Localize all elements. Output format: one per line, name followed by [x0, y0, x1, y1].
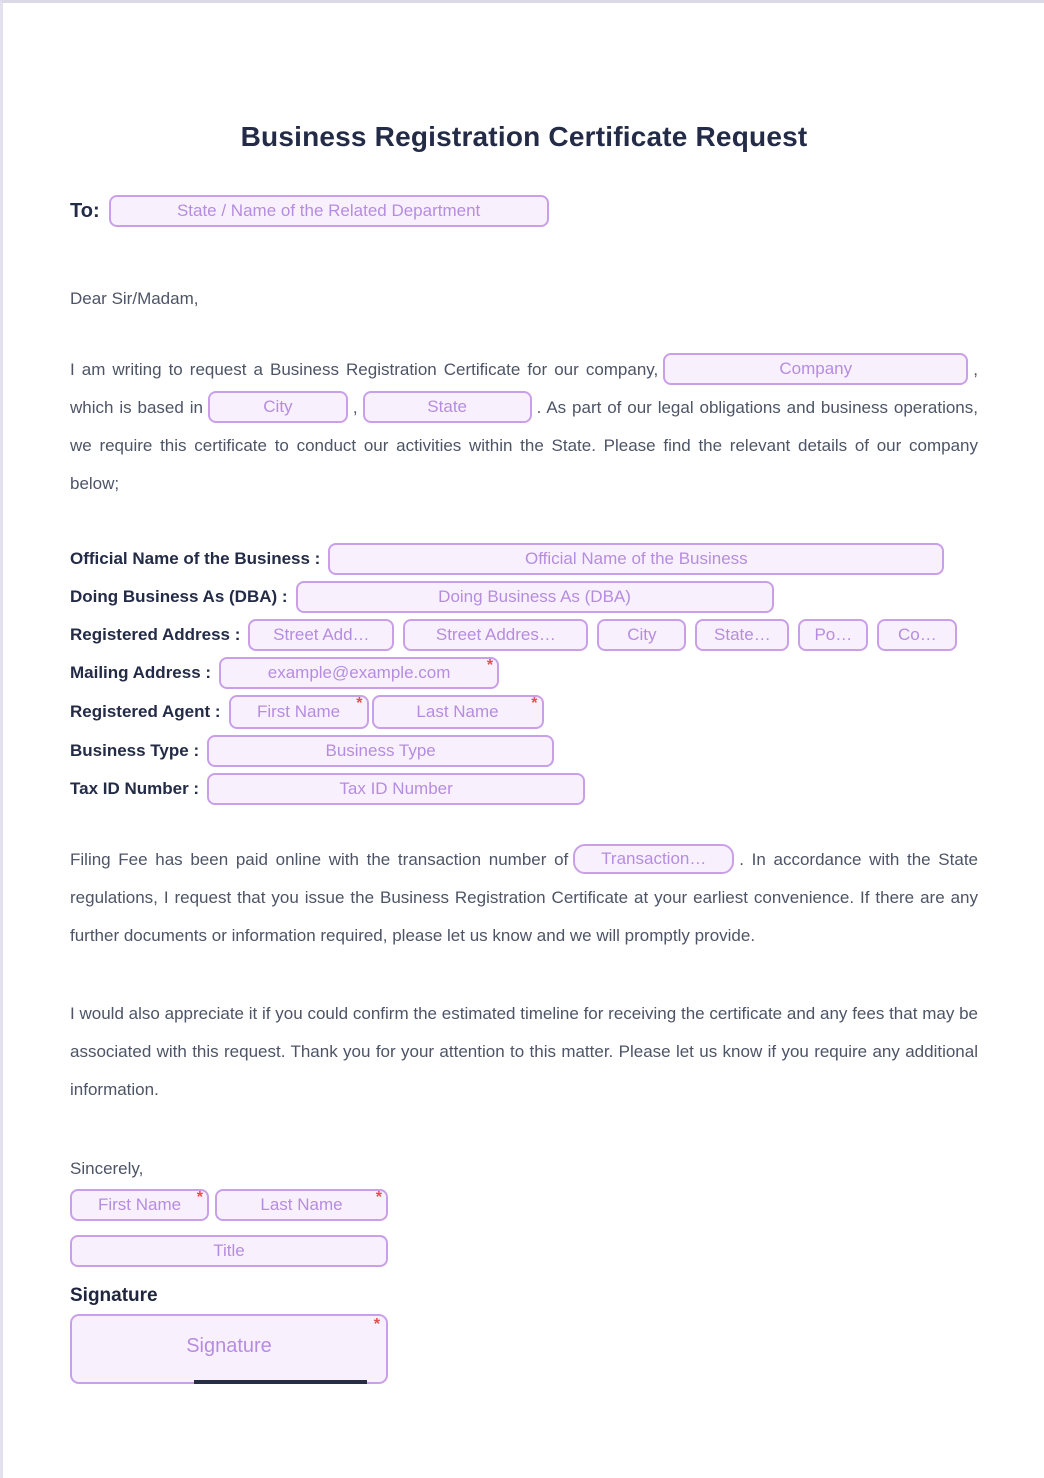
paragraph-filing-fee-lead: Filing Fee has been paid online with the transaction number of — [70, 850, 569, 869]
signer-first-name-wrap — [70, 1189, 209, 1221]
page-title: Business Registration Certificate Request — [240, 121, 808, 152]
company-input[interactable] — [663, 353, 968, 385]
agent-last-name-input[interactable] — [372, 695, 544, 729]
recipient-row — [70, 195, 978, 227]
signature-pad[interactable] — [70, 1314, 388, 1384]
salutation: Dear Sir/Madam, — [70, 289, 199, 308]
street-address-input[interactable] — [248, 619, 394, 651]
dba-label: Doing Business As (DBA) : — [70, 587, 288, 606]
business-type-row — [70, 735, 978, 767]
address-state-input[interactable] — [695, 619, 789, 651]
registered-address-label: Registered Address : — [70, 625, 241, 644]
signer-title-row — [70, 1235, 978, 1267]
signature-section-label: Signature — [70, 1285, 158, 1306]
required-asterisk: * — [356, 695, 363, 712]
state-input[interactable] — [363, 391, 532, 423]
mailing-address-field-wrap — [219, 657, 499, 689]
paragraph-timeline: I would also appreciate it if you could confirm the estimated timeline for receiving the certificate and any fees that may be associated with this request. Thank you for your attention to this matter. Please let us know if you require any additional information. — [70, 1004, 978, 1099]
tax-id-label: Tax ID Number : — [70, 779, 200, 798]
paragraph-filing-fee — [70, 841, 978, 955]
official-name-label: Official Name of the Business : — [70, 549, 321, 568]
paragraph-intro-lead: I am writing to request a Business Registration Certificate for our company, — [70, 360, 659, 379]
signer-last-name-wrap — [215, 1189, 388, 1221]
to-label: To: — [70, 199, 100, 222]
city-input[interactable] — [208, 391, 348, 423]
paragraph-intro-tail: . As part of our legal obligations and business operations, we require this certificate to conduct our activities within the State. Please find the relevant details of our company below; — [70, 398, 978, 493]
mailing-address-label: Mailing Address : — [70, 663, 212, 682]
sincerely-text: Sincerely, — [70, 1159, 144, 1178]
registered-address-row — [70, 619, 978, 651]
official-name-input[interactable] — [328, 543, 944, 575]
signer-name-row — [70, 1189, 978, 1221]
dba-input[interactable] — [296, 581, 774, 613]
required-asterisk: * — [373, 1316, 380, 1333]
signer-first-name-input[interactable] — [70, 1189, 209, 1221]
tax-id-row — [70, 773, 978, 805]
tax-id-input[interactable] — [207, 773, 585, 805]
recipient-input[interactable] — [109, 195, 549, 227]
street-address-line2-input[interactable] — [403, 619, 588, 651]
dba-row — [70, 581, 978, 613]
business-type-input[interactable] — [207, 735, 554, 767]
registered-agent-label: Registered Agent : — [70, 702, 221, 721]
address-postal-input[interactable] — [798, 619, 868, 651]
paragraph-filing-fee-tail: . In accordance with the State regulations, I request that you issue the Business Registration Certificate at your earliest convenience. If there are any further documents or information required, please let us know and we will promptly provide. — [70, 850, 978, 945]
transaction-number-input[interactable] — [573, 844, 734, 874]
closing-section — [70, 1159, 978, 1384]
address-city-input[interactable] — [597, 619, 686, 651]
company-details-section — [70, 543, 978, 805]
signature-line — [194, 1380, 367, 1384]
paragraph-intro-mid2: , — [352, 398, 358, 417]
agent-last-name-wrap — [372, 695, 544, 729]
signer-title-input[interactable] — [70, 1235, 388, 1267]
paragraph-intro — [70, 351, 978, 503]
mailing-address-input[interactable] — [219, 657, 499, 689]
registered-agent-row — [70, 695, 978, 729]
mailing-address-row — [70, 657, 978, 689]
required-asterisk: * — [196, 1189, 203, 1206]
agent-first-name-wrap — [229, 695, 369, 729]
signature-placeholder: Signature — [186, 1334, 272, 1357]
required-asterisk: * — [375, 1189, 382, 1206]
business-type-label: Business Type : — [70, 741, 200, 760]
required-asterisk: * — [531, 695, 538, 712]
address-country-input[interactable] — [877, 619, 957, 651]
paragraph-intro-mid1: , which is based in — [70, 360, 978, 417]
signer-last-name-input[interactable] — [215, 1189, 388, 1221]
official-name-row — [70, 543, 978, 575]
required-asterisk: * — [486, 657, 494, 674]
agent-first-name-input[interactable] — [229, 695, 369, 729]
